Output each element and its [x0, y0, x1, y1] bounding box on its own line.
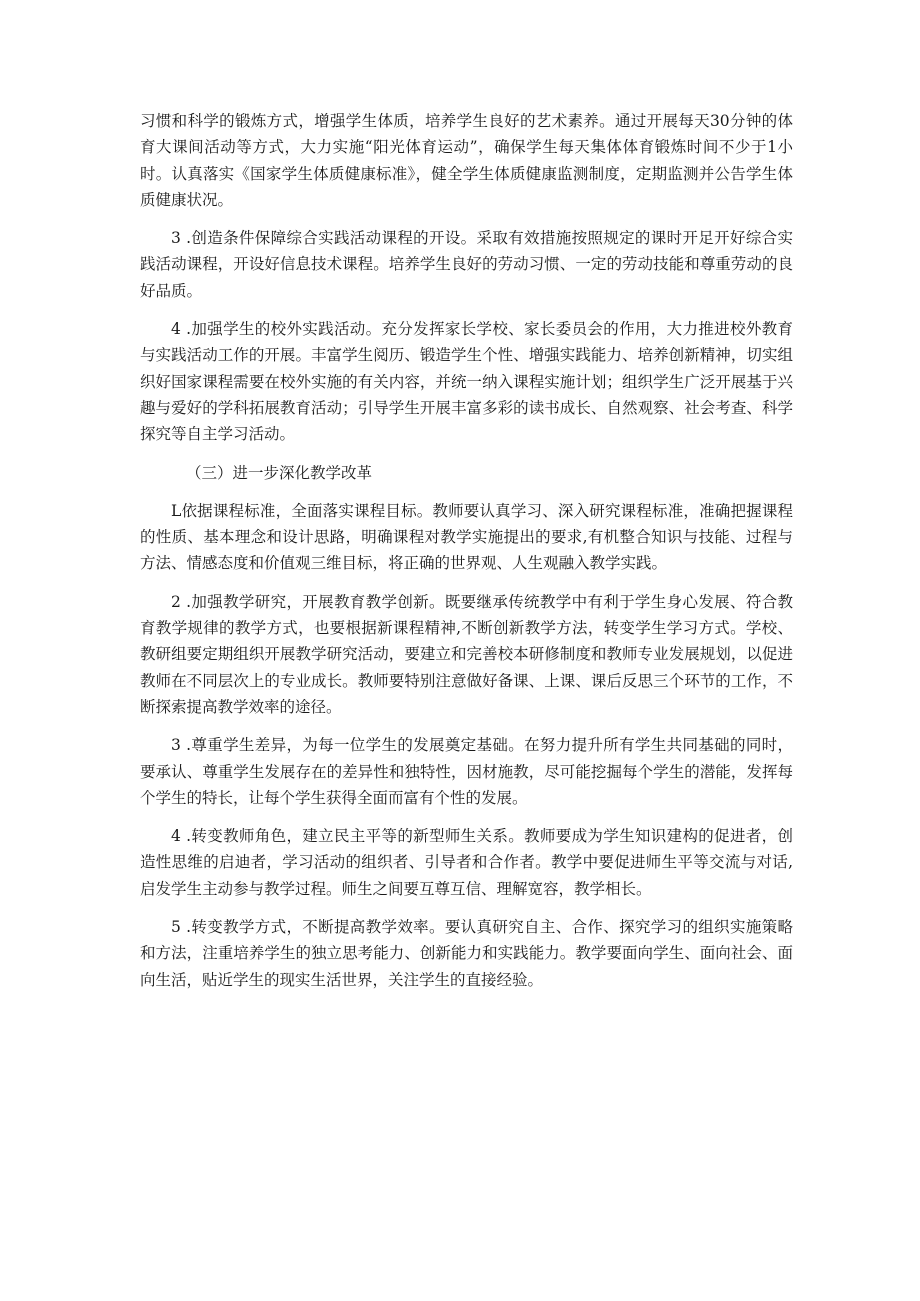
paragraph-pe-continuation: 习惯和科学的锻炼方式，增强学生体质，培养学生良好的艺术素养。通过开展每天30分钟的体育大课间活动等方式，大力实施“阳光体育运动”，确保学生每天集体体育锻炼时间不少于1小时。认真落实《国家学生体质健康标准》，健全学生体质健康监测制度，定期监测并公告学生体质健康状况。 [140, 112, 793, 209]
paragraph-item-4-teacher-role: 4 .转变教师角色，建立民主平等的新型师生关系。教师要成为学生知识建构的促进者，创造性思维的启迪者，学习活动的组织者、引导者和合作者。教学中要促进师生平等交流与对话,启发学生主动参与教学过程。师生之间要互尊互信、理解宽容，教学相长。 [140, 827, 793, 898]
paragraph-item-5-teaching-methods: 5 .转变教学方式，不断提高教学效率。要认真研究自主、合作、探究学习的组织实施策略和方法，注重培养学生的独立思考能力、创新能力和实践能力。教学要面向学生、面向社会、面向生活，贴近学生的现实生活世界，关注学生的直接经验。 [140, 918, 793, 989]
paragraph-item-3-student-differences: 3 .尊重学生差异，为每一位学生的发展奠定基础。在努力提升所有学生共同基础的同时，要承认、尊重学生发展存在的差异性和独特性，因材施教，尽可能挖掘每个学生的潜能，发挥每个学生的特长，让每个学生获得全面而富有个性的发展。 [140, 736, 793, 807]
paragraph-item-1-curriculum-standards: L依据课程标准，全面落实课程目标。教师要认真学习、深入研究课程标准，准确把握课程的性质、基本理念和设计思路，明确课程对教学实施提出的要求,有机整合知识与技能、过程与方法、情感态度和价值观三维目标，将正确的世界观、人生观融入教学实践。 [140, 501, 793, 573]
paragraph-item-2-teaching-research: 2 .加强教学研究，开展教育教学创新。既要继承传统教学中有利于学生身心发展、符合教育教学规律的教学方式，也要根据新课程精神,不断创新教学方法，转变学生学习方式。学校、教研组要定期组织开展教学研究活动，要建立和完善校本研修制度和教师专业发展规划，以促进教师在不同层次上的专业成长。教师要特别注意做好备课、上课、课后反思三个环节的工作，不断探索提高教学效率的途径。 [140, 592, 793, 716]
document-page [140, 108, 793, 1005]
paragraph-item-4-outdoor-practice: 4 .加强学生的校外实践活动。充分发挥家长学校、家长委员会的作用，大力推进校外教育与实践活动工作的开展。丰富学生阅历、锻造学生个性、增强实践能力、培养创新精神，切实组织好国家课程需要在校外实施的有关内容，并统一纳入课程实施计划；组织学生广泛开展基于兴趣与爱好的学科拓展教育活动；引导学生开展丰富多彩的读书成长、自然观察、社会考查、科学探究等自主学习活动。 [140, 320, 793, 444]
paragraph-item-3-practice-course: 3 .创造条件保障综合实践活动课程的开设。采取有效措施按照规定的课时开足开好综合实践活动课程，开设好信息技术课程。培养学生良好的劳动习惯、一定的劳动技能和尊重劳动的良好品质。 [140, 229, 793, 300]
section-heading-3: （三）进一步深化教学改革 [186, 463, 373, 482]
